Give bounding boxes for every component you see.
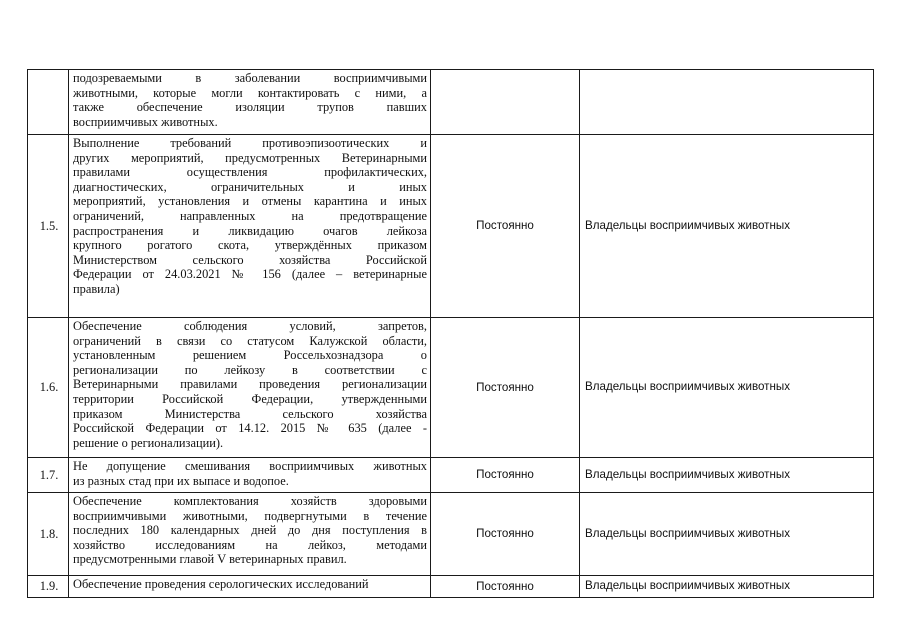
table-row: [28, 576, 874, 598]
row-term: [431, 458, 580, 493]
description-line: Не допущение смешивания восприимчивых животных: [73, 459, 427, 473]
description-line: крупного рогатого скота, утверждённых приказом: [73, 238, 427, 253]
row-number: 1.7.: [28, 458, 69, 493]
description-line: Выполнение требований противоэпизоотических и: [73, 136, 427, 150]
description-line: приказом Министерства сельского хозяйства: [73, 406, 427, 421]
row-term: [431, 318, 580, 458]
row-term-text: Постоянно: [476, 527, 534, 541]
row-description: [69, 458, 431, 493]
table-row: [28, 458, 874, 493]
table-row: [28, 318, 874, 458]
row-number: 1.8.: [28, 493, 69, 576]
row-term: [431, 70, 580, 135]
description-line: других мероприятий, предусмотренных Ветеринарными: [73, 150, 427, 165]
measures-table-body: [28, 70, 874, 598]
description-line: Обеспечение соблюдения условий, запретов,: [73, 319, 427, 333]
table-row: [28, 135, 874, 318]
description-line: Обеспечение проведения серологических исследований: [73, 577, 369, 591]
description-line: регионализации по лейкозу в соответствии с: [73, 362, 427, 377]
description-line: распространения и ликвидацию очагов лейкоза: [73, 223, 427, 238]
document-page: [27, 69, 873, 598]
row-responsible: Владельцы восприимчивых животных: [580, 576, 874, 598]
row-term-text: Постоянно: [476, 219, 534, 233]
description-line: ограничений в связи со статусом Калужской области,: [73, 333, 427, 348]
row-responsible: [580, 70, 874, 135]
row-number: 1.6.: [28, 318, 69, 458]
description-line: правила): [73, 281, 120, 296]
description-line: решение о регионализации).: [73, 435, 224, 450]
description-line: Ветеринарными правилами проведения регионализации: [73, 377, 427, 392]
description-line: диагностических, ограничительных и иных: [73, 179, 427, 194]
table-row: [28, 70, 874, 135]
row-term: [431, 135, 580, 318]
description-line: животными, которые могли контактировать с ними, а: [73, 85, 427, 100]
description-line: хозяйство исследованиям на лейкоз, методами: [73, 537, 427, 552]
row-description: [69, 318, 431, 458]
description-line: подозреваемыми в заболевании восприимчивыми: [73, 71, 427, 85]
row-term: [431, 493, 580, 576]
description-line: установленным решением Россельхознадзора о: [73, 348, 427, 363]
row-description: [69, 576, 431, 598]
description-line: предусмотренными главой V ветеринарных правил.: [73, 552, 347, 567]
description-line: Федерации от 24.03.2021 № 156 (далее – ветеринарные: [73, 267, 427, 282]
description-line: последних 180 календарных дней до дня поступления в: [73, 523, 427, 538]
row-description: [69, 493, 431, 576]
description-line: восприимчивыми животными, подвергнутыми в течение: [73, 508, 427, 523]
description-line: из разных стад при их выпасе и водопое.: [73, 473, 289, 488]
row-responsible: Владельцы восприимчивых животных: [580, 135, 874, 318]
description-line: ограничений, направленных на предотвращение: [73, 208, 427, 223]
row-number: 1.5.: [28, 135, 69, 318]
description-line: правилами осуществления профилактических,: [73, 165, 427, 180]
description-line: Обеспечение комплектования хозяйств здоровыми: [73, 494, 427, 508]
table-row: [28, 493, 874, 576]
description-line: территории Российской Федерации, утвержденными: [73, 391, 427, 406]
description-line: мероприятий, установления и отмены карантина и иных: [73, 194, 427, 209]
row-term: [431, 576, 580, 598]
row-term-text: Постоянно: [476, 468, 534, 482]
row-responsible: Владельцы восприимчивых животных: [580, 493, 874, 576]
description-line: Российской Федерации от 14.12. 2015 № 635 (далее -: [73, 421, 427, 436]
row-responsible: Владельцы восприимчивых животных: [580, 318, 874, 458]
row-number: [28, 70, 69, 135]
row-term-text: Постоянно: [476, 380, 534, 394]
row-term-text: Постоянно: [476, 580, 534, 593]
description-line: также обеспечение изоляции трупов павших: [73, 100, 427, 115]
row-responsible: Владельцы восприимчивых животных: [580, 458, 874, 493]
row-number: 1.9.: [28, 576, 69, 598]
row-description: [69, 135, 431, 318]
measures-table: [27, 69, 874, 598]
description-line: Министерством сельского хозяйства Российской: [73, 252, 427, 267]
description-line: восприимчивых животных.: [73, 114, 218, 129]
row-description: [69, 70, 431, 135]
